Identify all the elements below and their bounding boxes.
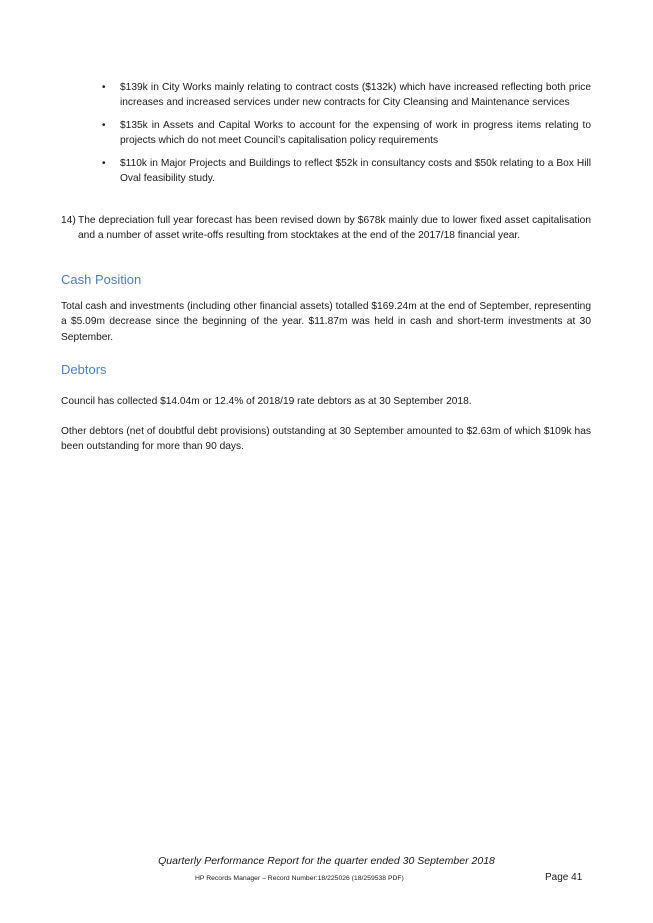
bullet-icon: •	[102, 119, 106, 131]
page-number: Page 41	[545, 872, 583, 883]
cash-position-paragraph: Total cash and investments (including other financial assets) totalled $169.24m at the end of September, representing a $5.09m decrease since the beginning of the year. $11.87m was held in cash and short-term investments at 30 September.	[61, 301, 591, 343]
list-item	[99, 118, 591, 149]
bullet-text: $139k in City Works mainly relating to contract costs ($132k) which have increased reflecting both price increases and increased services under new contracts for City Cleansing and Maintenance services	[120, 82, 591, 109]
bullet-text: $135k in Assets and Capital Works to account for the expensing of work in progress items relating to projects which do not meet Council’s capitalisation policy requirements	[120, 119, 591, 147]
list-item	[99, 156, 591, 187]
list-item	[99, 80, 591, 111]
cash-position-heading: Cash Position	[61, 272, 142, 287]
debtors-heading: Debtors	[61, 362, 107, 377]
debtors-paragraph-2: Other debtors (net of doubtful debt provisions) outstanding at 30 September amounted to $2.63m of which $109k has been outstanding for more than 90 days.	[61, 426, 591, 453]
bullet-list	[99, 80, 591, 193]
footer-report-title: Quarterly Performance Report for the quarter ended 30 September 2018	[158, 855, 495, 867]
item-text: The depreciation full year forecast has been revised down by $678k mainly due to lower fixed asset capitalisation and a number of asset write-offs resulting from stocktakes at the end of the 2017/18 financial year.	[78, 215, 591, 242]
bullet-icon: •	[102, 157, 106, 169]
item-number: 14)	[61, 215, 76, 226]
numbered-item-14	[61, 213, 591, 244]
bullet-text: $110k in Major Projects and Buildings to reflect $52k in consultancy costs and $50k relating to a Box Hill Oval feasibility study.	[120, 157, 591, 185]
debtors-paragraph-1: Council has collected $14.04m or 12.4% of 2018/19 rate debtors as at 30 September 2018.	[61, 396, 472, 407]
bullet-icon: •	[102, 82, 106, 93]
footer-record-number: HP Records Manager – Record Number:18/225026 (18/259538 PDF)	[195, 875, 404, 882]
